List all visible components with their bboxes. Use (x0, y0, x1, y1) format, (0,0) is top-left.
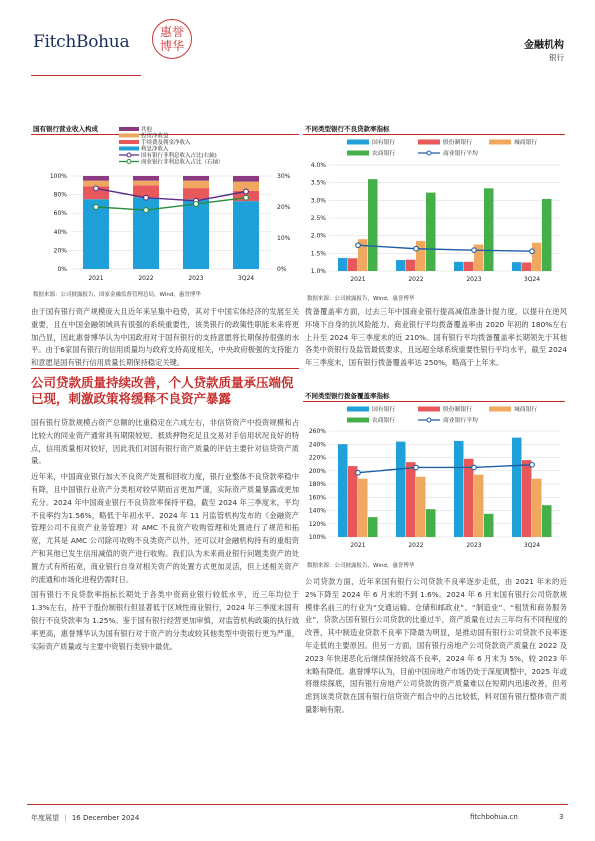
legend-marker (427, 418, 431, 422)
series-line (358, 465, 532, 473)
bar (426, 509, 436, 537)
line-point (244, 189, 249, 194)
revenue-composition-chart (31, 126, 301, 286)
y-tick-label: 3.0% (310, 197, 326, 205)
chart3-title-rule (303, 401, 565, 402)
legend-label: 国有银行 (372, 407, 396, 413)
x-tick-label: 3Q24 (523, 276, 541, 283)
legend-label: 其他 (141, 127, 153, 133)
footer-page-number: 3 (559, 813, 564, 821)
bar (406, 260, 416, 271)
bar (522, 460, 532, 537)
y2-tick-label: 0% (277, 266, 287, 273)
bar-segment (83, 176, 109, 181)
bar (522, 263, 532, 271)
legend-swatch (119, 147, 139, 151)
body-paragraph: 近年来，中国商业银行加大不良资产处置和回收力度，银行业整体不良贷款率稳中有降，且中国银行业资产分类相对较早期而言更加严谨，实际资产质量暴露或更加充分。2024 年中国商业银行不良贷款率保持平稳，截至 2024 年三季度末，平均不良率约为1.56%，略低于年初水平。2024 年 11 月监管机构发布的《金融资产管理公司不良资产业务管理》对 AMC 不良资产收购管理和处置进行了规范和拓宽，尤其是 AMC 公司除可收购不良类资产以外，还可以对金融机构持有的重组资产和其他已发生信用减值的资产进行收购。我们认为未来商业银行问题类资产的处置方式有所拓宽，商业银行自身对相关资产的处置方式更加灵活，但上述相关资产的流通和市场化进程仍需时日。 (31, 472, 299, 584)
legend-swatch (489, 407, 511, 412)
bar (464, 262, 474, 271)
series-line (358, 245, 532, 251)
x-tick-label: 2021 (350, 542, 366, 549)
y-tick-label: 4.0% (310, 162, 326, 169)
bar (532, 243, 542, 271)
y2-tick-label: 30% (277, 173, 291, 180)
bar-segment (133, 176, 159, 181)
bar (358, 479, 368, 537)
line-point (94, 186, 99, 191)
y-tick-label: 240% (308, 441, 326, 449)
x-tick-label: 3Q24 (237, 275, 255, 282)
legend-swatch (418, 407, 440, 412)
legend-label: 国有银行非利息收入占比(右轴) (141, 153, 217, 159)
subsection-title: 银行 (549, 53, 564, 62)
legend-swatch (347, 418, 369, 423)
chart2-title: 不同类型银行不良贷款率指标 (305, 125, 390, 133)
y-tick-label: 1.5% (310, 250, 326, 258)
y-tick-label: 260% (308, 428, 326, 435)
legend-label: 商业银行平均 (443, 418, 478, 424)
bar (532, 479, 542, 537)
provision-coverage-chart (303, 403, 568, 555)
bar (484, 188, 494, 271)
bar (474, 475, 484, 537)
x-tick-label: 2022 (408, 542, 424, 549)
bar-segment (133, 181, 159, 186)
y-tick-label: 2.5% (310, 215, 326, 222)
y-tick-label: 200% (308, 467, 326, 475)
y-tick-label: 100% (49, 173, 67, 180)
chart2-source: 数据来源：公司披露报告，Wind，惠誉博华 (307, 296, 415, 302)
x-tick-label: 2023 (188, 275, 204, 282)
line-point (530, 249, 535, 254)
bar-segment (233, 201, 259, 269)
y-tick-label: 40% (53, 228, 67, 236)
provision-paragraph: 拨备覆盖率方面，过去三年中国商业银行提高减值准备计提力度，以提升在逆风环境下自身的抗风险能力。商业银行平均拨备覆盖率由 2020 年初的 180%左右上升至 2024 年三季度末的近 210%。国有银行平均拨备覆盖率长期领先于其他各类中资银行及监管最低要求，且远超全球系统重要性银行平均水平，截至 2024 年三季度末，国有银行拨备覆盖率达 250%，略高于上年末。 (305, 307, 567, 368)
chart3-source: 数据来源：公司披露报告，Wind，惠誉博华 (307, 563, 415, 569)
line-point (144, 208, 149, 213)
left-body (31, 417, 299, 656)
y-tick-label: 220% (308, 454, 326, 462)
legend-label: 商业银行非利息收入占比（右轴） (141, 159, 224, 166)
legend-swatch (119, 140, 139, 144)
legend-marker (427, 151, 431, 155)
footer-left: 年度展望 | 16 December 2024 (31, 814, 140, 822)
y-tick-label: 80% (53, 191, 67, 199)
bar (396, 442, 406, 537)
x-tick-label: 2021 (88, 275, 104, 282)
corporate-loan-paragraph: 公司贷款方面，近年来国有银行公司贷款不良率逐步走低，由 2021 年末的近 2%下降至 2024 年 6 月末的不到 1.6%。2024 年 6 月末国有银行公司贷款规模排名前三的行业为“交通运输、仓储和邮政业”、“制造业”、“租赁和商务服务业”，贷款占国有银行公司贷款的比重过半，资产质量在过去三年均有不同程度的改善，其中制造业贷款不良率下降最为明显，是推动国有银行公司贷款不良率逐年走低的主要原因。但另一方面，国有银行房地产公司贷款资产质量在 2022 及 2023 年快速恶化后继续保持较高不良率，2024 年 6 月末为 5%，较 2023 年末略有降低。惠誉博华认为，目前中国房地产市场仍处于深度调整中，2025 年或将继续探底，国有银行房地产公司贷款的资产质量难以在短期内迅速改善，但考虑到该类贷款在国有银行信贷资产组合中的占比较低，料对国有银行整体资产质量影响有限。 (305, 577, 567, 714)
line-point (356, 470, 361, 475)
y2-tick-label: 10% (277, 235, 291, 242)
header-divider (31, 75, 141, 76)
line-point (94, 205, 99, 210)
bar (416, 477, 426, 537)
bar (338, 444, 348, 537)
bar-segment (83, 181, 109, 187)
bar (348, 258, 358, 271)
legend-swatch (119, 127, 139, 131)
section-headline: 公司贷款质量持续改善，个人贷款质量承压端倪已现，刺激政策将缓释不良资产暴露 (31, 375, 294, 406)
y-tick-label: 2.0% (310, 232, 326, 240)
brand-seal-logo: 惠誉 博华 (152, 19, 192, 59)
bar (484, 514, 494, 537)
y-tick-label: 0% (57, 266, 67, 273)
y-tick-label: 160% (308, 494, 326, 502)
chart1-title: 国有银行营业收入构成 (33, 125, 98, 133)
chart3-title: 不同类型银行拨备覆盖率指标 (305, 392, 390, 400)
y-tick-label: 1.0% (310, 268, 326, 275)
footer-date: 16 December 2024 (71, 814, 140, 822)
legend-label: 股份制银行 (443, 140, 472, 146)
y-tick-label: 3.5% (310, 179, 326, 187)
legend-swatch (489, 140, 511, 145)
x-tick-label: 2023 (466, 276, 482, 283)
bar (426, 193, 436, 271)
bar-segment (183, 176, 209, 181)
bar (348, 466, 358, 537)
bar (542, 505, 552, 537)
legend-swatch (347, 140, 369, 145)
bar-segment (233, 176, 259, 182)
line-point (244, 195, 249, 200)
line-point (194, 202, 199, 207)
line-point (356, 243, 361, 248)
chart2-title-rule (303, 134, 565, 135)
headline-rule (31, 368, 299, 369)
bar (454, 441, 464, 537)
legend-swatch (347, 151, 369, 156)
footer-site: fitchbohua.cn (470, 813, 518, 821)
bar (368, 179, 378, 271)
chart1-source: 数据来源：公司披露报告，国家金融监督管理总局，Wind，惠誉博华 (33, 292, 201, 298)
legend-label: 商业银行平均 (443, 151, 478, 157)
bar (406, 462, 416, 537)
y-tick-label: 140% (308, 507, 326, 515)
footer-rule (27, 804, 568, 805)
legend-label: 农商银行 (372, 418, 396, 424)
y2-tick-label: 20% (277, 204, 291, 211)
section-title: 金融机构 (524, 40, 564, 51)
legend-swatch (119, 134, 139, 138)
line-point (414, 465, 419, 470)
line-point (414, 246, 419, 251)
legend-label: 城商银行 (514, 407, 538, 413)
body-paragraph: 国有银行贷款规模占资产总额的比重稳定在六成左右，非信贷资产中投资规模和占比较大的同业资产通常具有期限较短、抵质押物充足且交易对手信用状况良好的特点，信用质量相对较好，因此我们对国有银行资产质量的评估主要针对信贷资产质量。 (31, 418, 299, 466)
y-tick-label: 100% (308, 534, 326, 541)
x-tick-label: 2023 (466, 542, 482, 549)
npl-ratio-chart (303, 136, 568, 288)
bar-segment (183, 181, 209, 188)
legend-label: 国有银行 (372, 140, 396, 146)
x-tick-label: 2022 (408, 276, 424, 283)
y-tick-label: 180% (308, 481, 326, 488)
legend-swatch (418, 140, 440, 145)
line-point (472, 465, 477, 470)
bar (512, 262, 522, 271)
bar (416, 241, 426, 271)
bar (512, 438, 522, 537)
x-tick-label: 3Q24 (523, 542, 541, 549)
y-tick-label: 20% (53, 247, 67, 255)
line-point (472, 248, 477, 253)
intro-paragraph: 由于国有银行资产规模庞大且近年来呈集中趋势，其对于中国实体经济的发展至关重要，且在中国金融领域具有很强的系统重要性，该类银行的政策性职能未来将更加凸显，因此惠誉博华认为中国政府对于国有银行的支持意愿将长期保持很强的水平。由于6家国有银行的信用质量均与政府支持高度相关，中央政府极强的支持能力和意愿是国有银行信用质量长期保持稳定关键。 (31, 307, 299, 368)
line-point (530, 462, 535, 467)
bar (464, 459, 474, 537)
legend-marker (127, 153, 131, 157)
bar-segment (183, 188, 209, 199)
x-tick-label: 2022 (138, 275, 154, 282)
legend-label: 投资净收益 (141, 133, 169, 140)
bar-segment (183, 199, 209, 269)
legend-swatch (347, 407, 369, 412)
footer-report-type: 年度展望 (31, 814, 59, 822)
body-paragraph: 国有银行不良贷款率指标长期处于各类中资商业银行较低水平，近三年均位于 1.3%左右，持平于股份制银行但显著低于区域性商业银行，2024 年三季度末国有银行不良贷款率为 1.25%。鉴于国有银行经营更加审慎，对监管机构政策的执行效率更高，惠誉博华认为国有银行对于资产的分类或较其他类型中资银行更为严谨，实际资产质量或与主要中资银行类别中最优。 (31, 590, 299, 651)
bar (368, 517, 378, 537)
legend-label: 股份制银行 (443, 407, 472, 413)
line-point (144, 195, 149, 200)
bar (338, 258, 348, 271)
brand-logo-text: FitchBohua (33, 32, 130, 52)
bar (396, 260, 406, 271)
y-tick-label: 60% (53, 210, 67, 218)
bar (454, 262, 464, 271)
y-tick-label: 120% (308, 520, 326, 528)
legend-label: 农商银行 (372, 151, 396, 157)
legend-label: 城商银行 (514, 140, 538, 146)
legend-label: 手续费及佣金净收入 (141, 140, 191, 146)
x-tick-label: 2021 (350, 276, 366, 283)
legend-marker (127, 160, 131, 164)
legend-label: 利息净收入 (141, 146, 169, 153)
bar (542, 199, 552, 271)
